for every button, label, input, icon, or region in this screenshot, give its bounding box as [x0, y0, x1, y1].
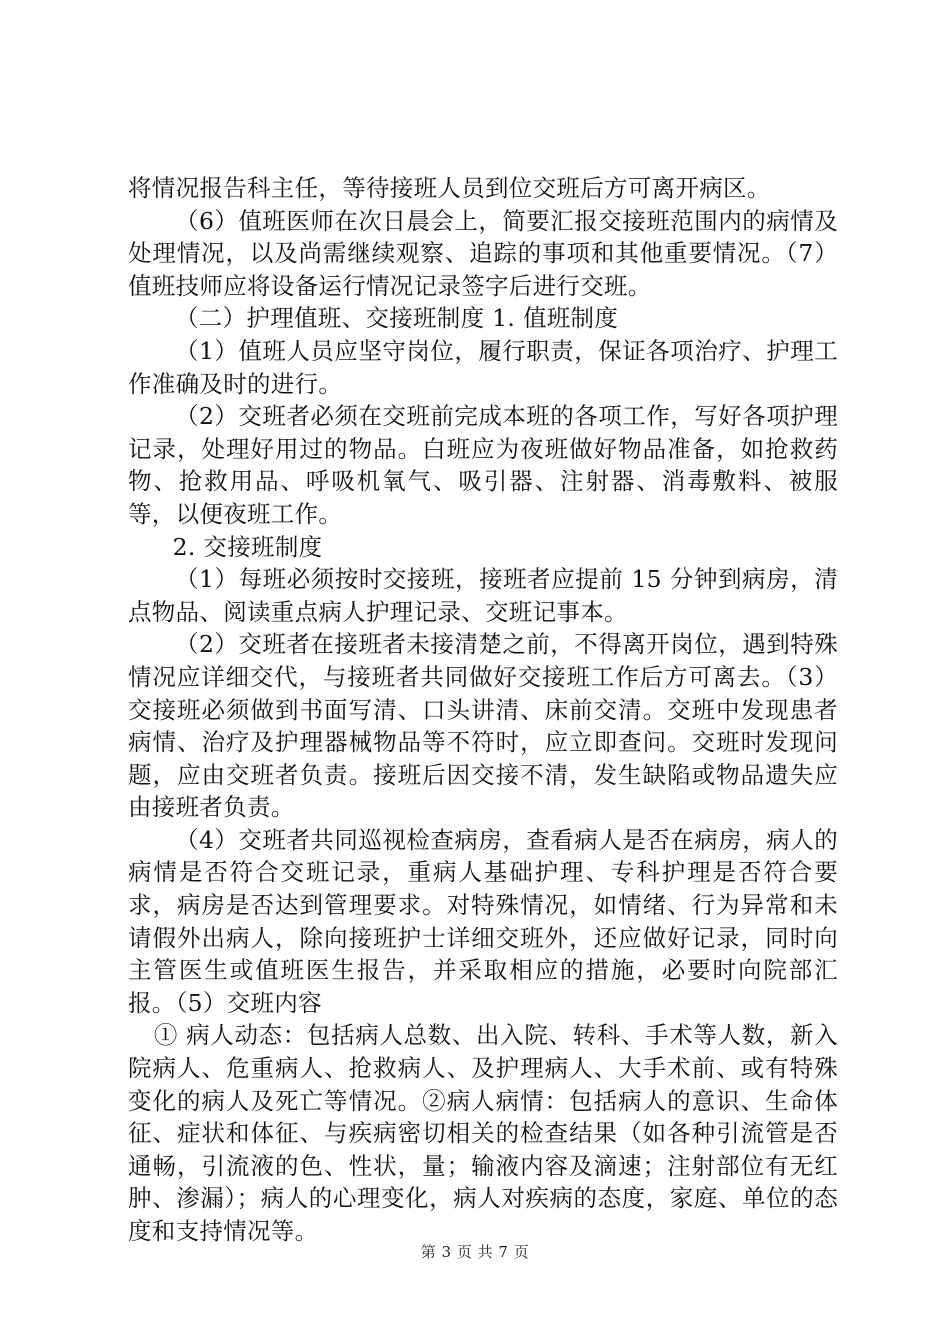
section-heading: 2. 交接班制度 — [172, 532, 323, 561]
page-number-footer: 第 3 页 共 7 页 — [420, 1243, 530, 1261]
paragraph: （2）交班者必须在交班前完成本班的各项工作，写好各项护理记录，处理好用过的物品。白班应为夜班做好物品准备，如抢救药物、抢救用品、呼吸机氧气、吸引器、注射器、消毒敷料、被服等，以便夜班工作。 — [128, 402, 838, 528]
paragraph: 将情况报告科主任，等待接班人员到位交班后方可离开病区。 — [128, 174, 771, 202]
paragraph: （1）每班必须按时交接班，接班者应提前 15 分钟到病房，清点物品、阅读重点病人护理记录、交班记事本。 — [128, 565, 838, 626]
paragraph: （4）交班者共同巡视检查病房，查看病人是否在病房，病人的病情是否符合交班记录，重病人基础护理、专科护理是否符合要求，病房是否达到管理要求。对特殊情况，如情绪、行为异常和未请假外出病人，除向接班护士详细交班外，还应做好记录，同时向主管医生或值班医生报告，并采取相应的措施，必要时向院部汇报。（5）交班内容 — [128, 825, 838, 1017]
paragraph: （6）值班医师在次日晨会上，简要汇报交接班范围内的病情及处理情况，以及尚需继续观察、追踪的事项和其他重要情况。（7）值班技师应将设备运行情况记录签字后进行交班。 — [128, 206, 838, 300]
paragraph: （二）护理值班、交接班制度 1. 值班制度 — [175, 304, 619, 333]
paragraph: （2）交班者在接班者未接清楚之前，不得离开岗位，遇到特殊情况应详细交代，与接班者共同做好交接班工作后方可离去。（3）交接班必须做到书面写清、口头讲清、床前交清。交班中发现患者病情、治疗及护理器械物品等不符时，应立即查问。交班时发现问题，应由交班者负责。接班后因交接不清，发生缺陷或物品遗失应由接班者负责。 — [128, 630, 838, 822]
paragraph: ① 病人动态：包括病人总数、出入院、转科、手术等人数，新入院病人、危重病人、抢救病人、及护理病人、大手术前、或有特殊变化的病人及死亡等情况。②病人病情：包括病人的意识、生命体征、症状和体征、与疾病密切相关的检查结果（如各种引流管是否通畅，引流液的色、性状，量；输液内容及滴速；注射部位有无红肿、渗漏）；病人的心理变化，病人对疾病的态度，家庭、单位的态度和支持情况等。 — [128, 1021, 838, 1245]
paragraph: （1）值班人员应坚守岗位，履行职责，保证各项治疗、护理工作准确及时的进行。 — [128, 336, 838, 398]
document-body — [128, 172, 838, 1248]
